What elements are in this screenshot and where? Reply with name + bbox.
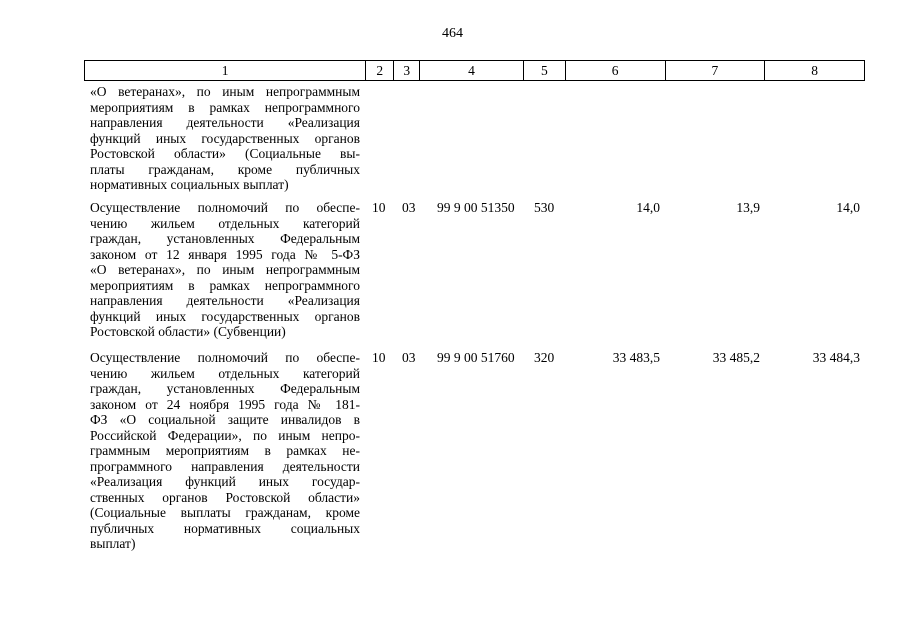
description-line: направления деятельности «Реализация (90, 293, 360, 308)
description-line: «О ветеранах», по иным непрограммным (90, 262, 360, 277)
cell-value-col8: 33 484,3 (812, 350, 860, 365)
description-line: публичных нормативных социальных (90, 520, 360, 536)
description-line: функций иных государственных органов (90, 130, 360, 146)
description-line: Ростовской области» (Субвенции) (90, 324, 286, 339)
description-line: (Социальные выплаты гражданам, кроме (90, 505, 360, 520)
description-line: программного направления деятельности (90, 458, 360, 474)
description-line: Осуществление полномочий по обеспе- (90, 200, 360, 215)
cell-target-article: 99 9 00 51350 (437, 200, 515, 215)
description-line: чению жильем отдельных категорий (90, 365, 360, 381)
cell-expense-type: 320 (534, 350, 555, 365)
cell-subsection: 03 (402, 200, 416, 215)
description-line: чению жильем отдельных категорий (90, 215, 360, 231)
row-description (90, 84, 360, 193)
cell-section: 10 (372, 200, 386, 215)
row-description (90, 350, 360, 552)
cell-value-col7: 13,9 (736, 200, 760, 215)
description-line: мероприятиям в рамках непрограммного (90, 277, 360, 293)
description-line: Осуществление полномочий по обеспе- (90, 350, 360, 365)
description-line: Ростовской области» (Социальные вы- (90, 146, 360, 161)
description-line: ФЗ «О социальной защите инвалидов в (90, 412, 360, 427)
description-line: функций иных государственных органов (90, 308, 360, 324)
description-line: мероприятиям в рамках непрограммного (90, 99, 360, 115)
description-line: «О ветеранах», по иным непрограммным (90, 84, 360, 99)
header-col-2: 2 (366, 61, 394, 80)
description-line: платы гражданам, кроме публичных (90, 161, 360, 177)
description-line: граждан, установленных Федеральным (90, 381, 360, 396)
description-line: направления деятельности «Реализация (90, 115, 360, 130)
description-line: «Реализация функций иных государ- (90, 474, 360, 489)
header-col-4: 4 (420, 61, 524, 80)
header-col-3: 3 (394, 61, 420, 80)
header-col-1: 1 (85, 61, 366, 80)
cell-value-col7: 33 485,2 (712, 350, 760, 365)
description-line: нормативных социальных выплат) (90, 177, 289, 192)
header-col-5: 5 (524, 61, 566, 80)
page-number: 464 (442, 26, 463, 41)
header-col-8: 8 (811, 63, 819, 78)
cell-value-col8: 14,0 (836, 200, 860, 215)
description-line: граммным мероприятиям в рамках не- (90, 443, 360, 458)
description-line: Российской Федерации», по иным непро- (90, 427, 360, 443)
cell-value-col6: 33 483,5 (612, 350, 660, 365)
row-description (90, 200, 360, 340)
description-line: ственных органов Ростовской области» (90, 489, 360, 505)
table-header (84, 60, 865, 81)
header-col-6: 6 (566, 61, 666, 80)
header-col-7: 7 (666, 61, 766, 80)
cell-value-col6: 14,0 (636, 200, 660, 215)
cell-subsection: 03 (402, 350, 416, 365)
description-line: граждан, установленных Федеральным (90, 231, 360, 246)
description-line: законом от 12 января 1995 года № 5-ФЗ (90, 246, 360, 262)
cell-target-article: 99 9 00 51760 (437, 350, 515, 365)
description-line: выплат) (90, 536, 136, 551)
cell-section: 10 (372, 350, 386, 365)
description-line: законом от 24 ноября 1995 года № 181- (90, 396, 360, 412)
cell-expense-type: 530 (534, 200, 555, 215)
